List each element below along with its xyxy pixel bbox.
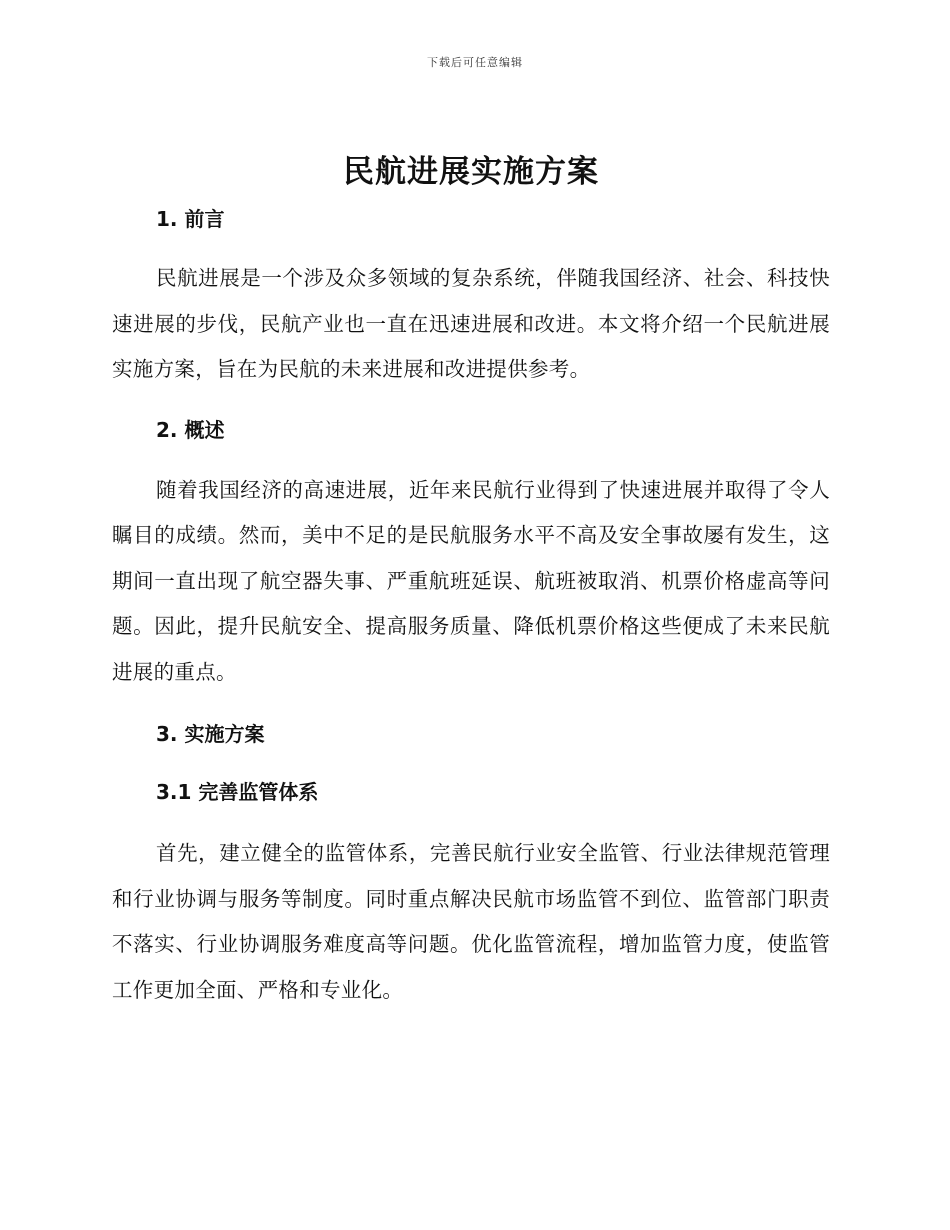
section-paragraph-overview: 随着我国经济的高速进展，近年来民航行业得到了快速进展并取得了令人瞩目的成绩。然而，美中不足的是民航服务水平不高及安全事故屡有发生，这期间一直出现了航空器失事、严重航班延误、航班被取消、机票价格虚高等问题。因此，提升民航安全、提高服务质量、降低机票价格这些便成了未来民航进展的重点。 [112,477,830,684]
document-body [112,148,830,1013]
page-header-note: 下载后可任意编辑 [427,56,523,69]
subsection-heading-supervision: 3.1 完善监管体系 [156,780,319,804]
section-heading-implementation: 3. 实施方案 [156,722,265,746]
section-heading-overview: 2. 概述 [156,417,225,442]
document-title: 民航进展实施方案 [343,154,599,190]
section-heading-preface: 1. 前言 [156,207,225,231]
subsection-paragraph-supervision: 首先，建立健全的监管体系，完善民航行业安全监管、行业法律规范管理和行业协调与服务等制度。同时重点解决民航市场监管不到位、监管部门职责不落实、行业协调服务难度高等问题。优化监管流程，增加监管力度，使监管工作更加全面、严格和专业化。 [112,841,830,1002]
section-paragraph-preface: 民航进展是一个涉及众多领域的复杂系统，伴随我国经济、社会、科技快速进展的步伐，民航产业也一直在迅速进展和改进。本文将介绍一个民航进展实施方案，旨在为民航的未来进展和改进提供参考。 [112,266,830,381]
